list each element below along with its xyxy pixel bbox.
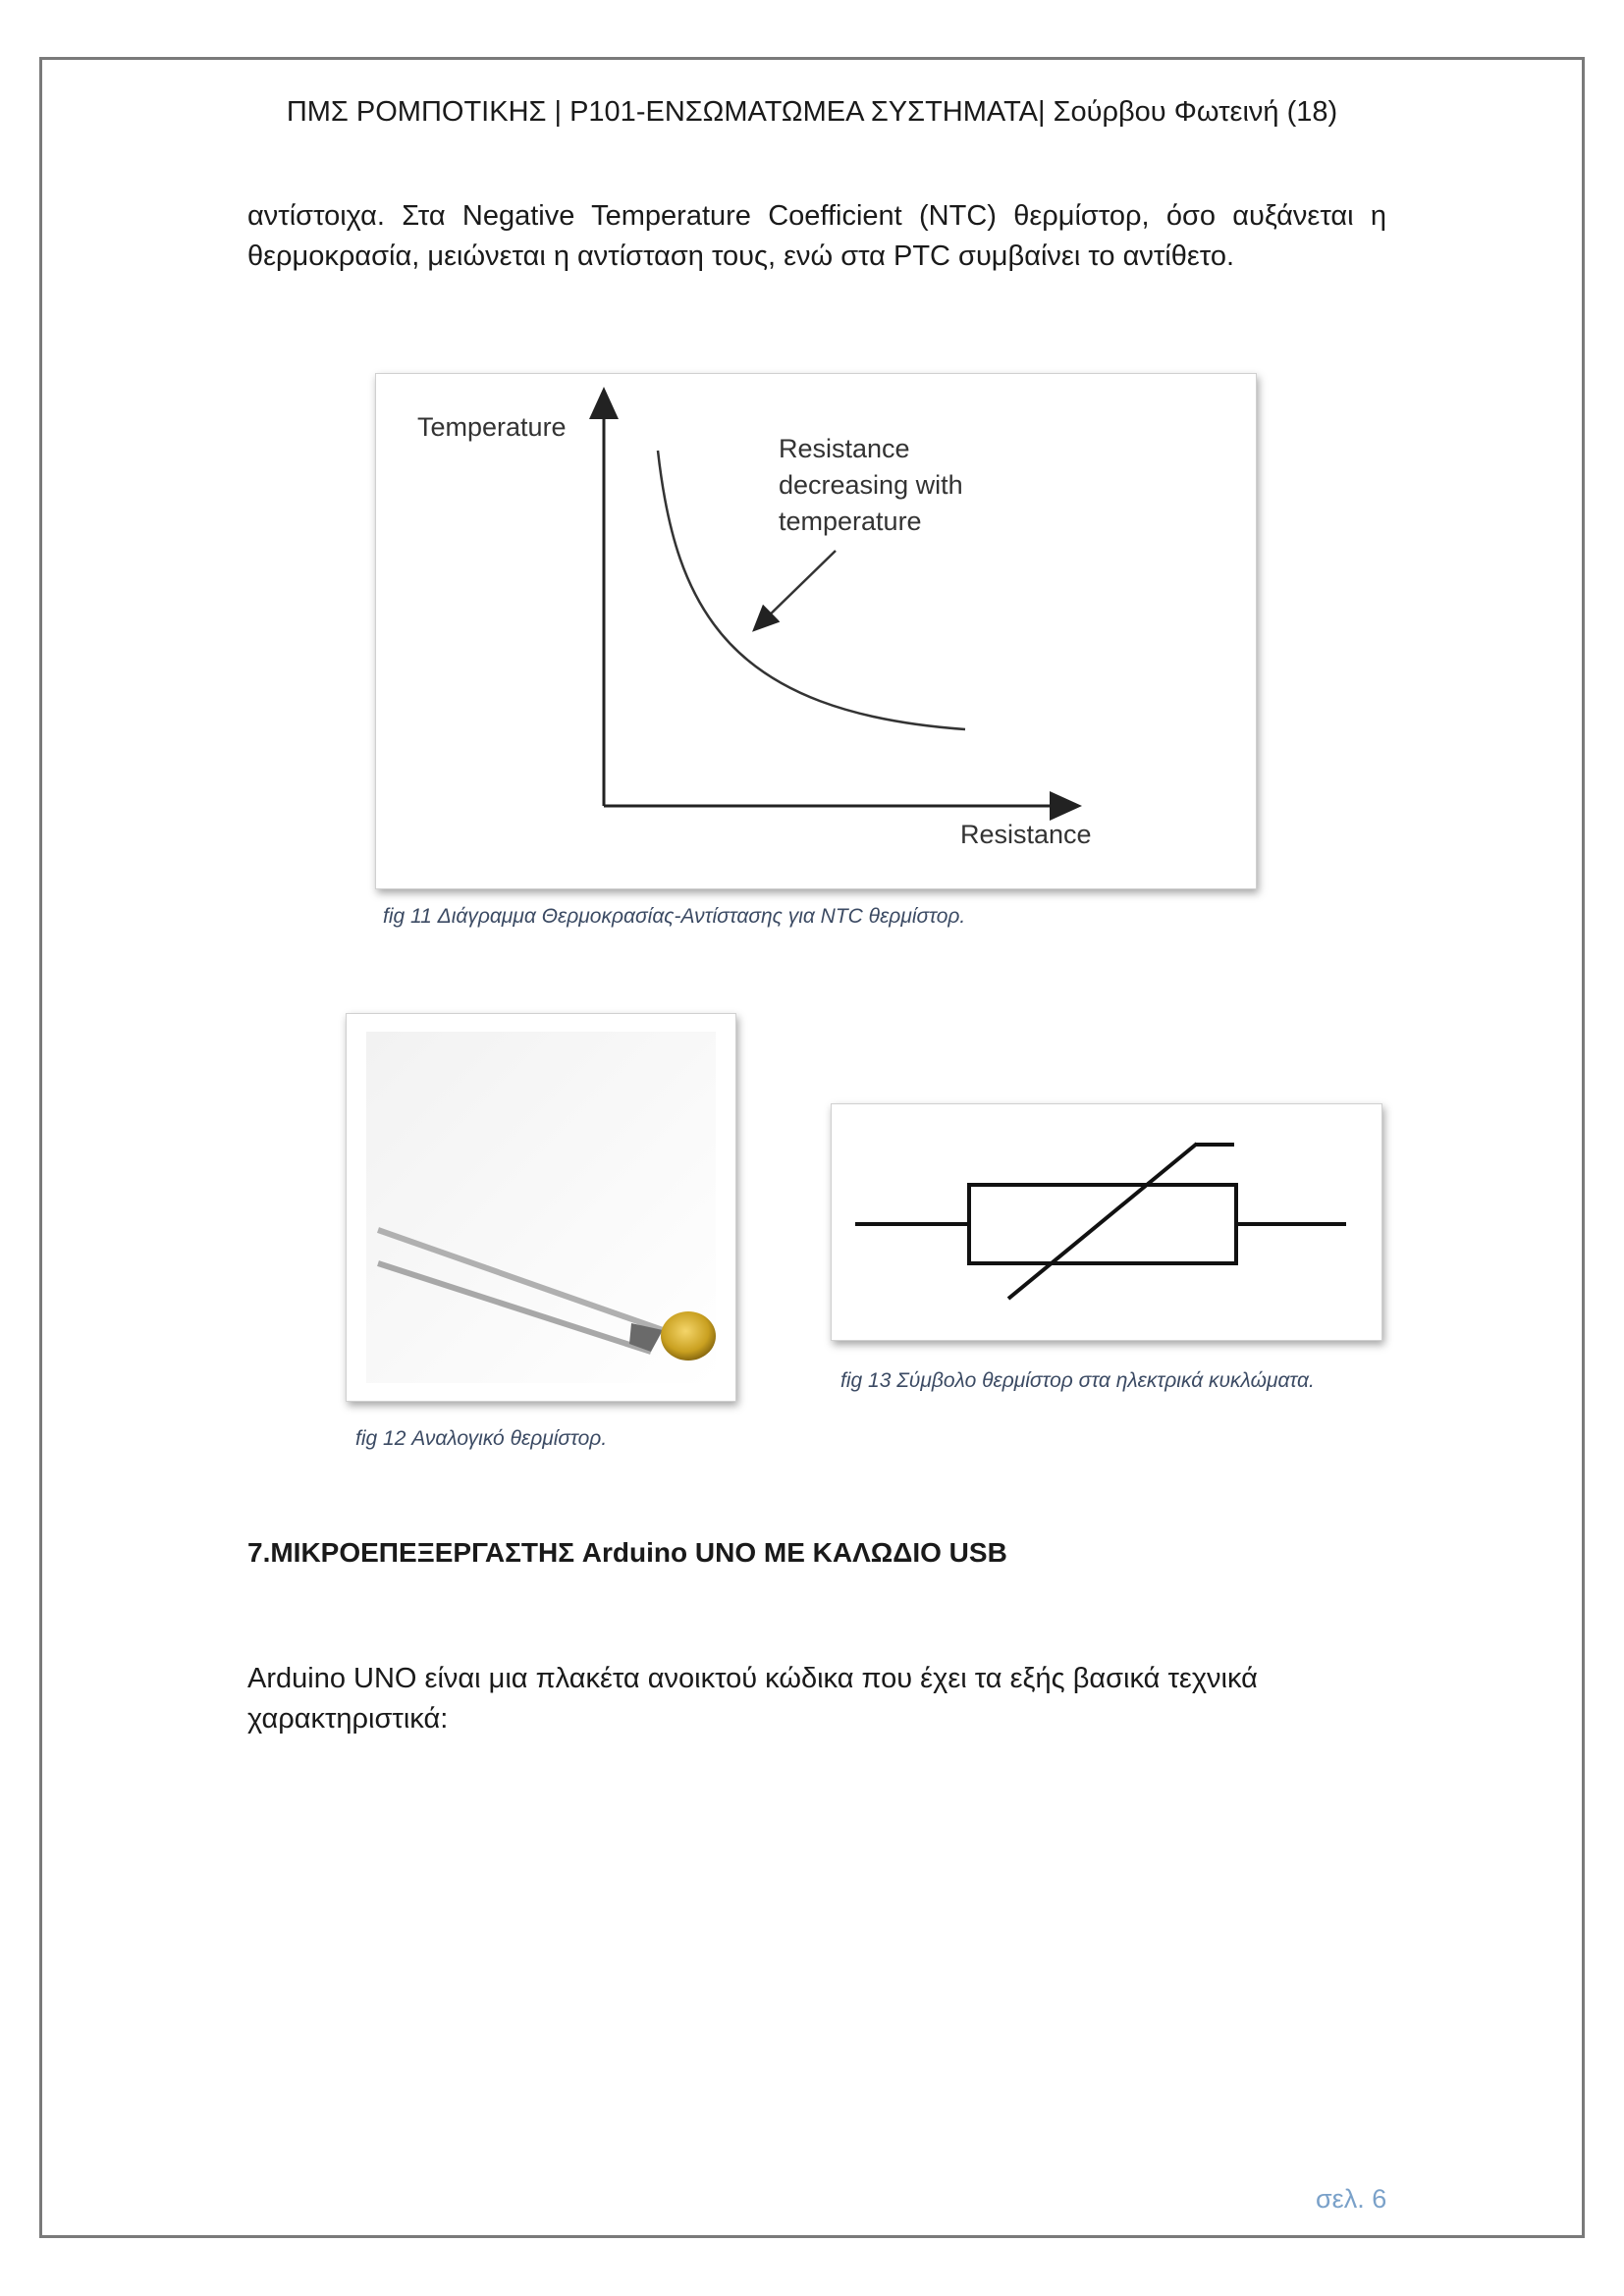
x-axis-label: Resistance [960,820,1092,849]
section-body-line-2: χαρακτηριστικά: [247,1703,449,1735]
page-number: σελ. 6 [1316,2184,1387,2214]
fig11-svg [376,374,1256,888]
intro-line-1: αντίστοιχα. Στα Negative Temperature Coefficient (NTC) θερμίστορ, όσο αυξάνεται η [247,200,1386,232]
fig13-svg [832,1104,1381,1340]
page-header: ΠΜΣ ΡΟΜΠΟΤΙΚΗΣ | Ρ101-ΕΝΣΩΜΑΤΩΜΕΑ ΣΥΣΤΗΜΑΤΑ| Σούρβου Φωτεινή (18) [286,96,1338,128]
y-axis-label: Temperature [417,412,567,442]
fig13-caption: fig 13 Σύμβολο θερμίστορ στα ηλεκτρικά κυκλώματα. [840,1369,1315,1392]
annotation-line-2: decreasing with [779,470,963,500]
thermistor-bead [661,1311,716,1361]
fig12-caption: fig 12 Αναλογικό θερμίστορ. [355,1427,608,1450]
fig11-caption: fig 11 Διάγραμμα Θερμοκρασίας-Αντίστασης για NTC θερμίστορ. [383,905,966,928]
annotation-line-1: Resistance [779,434,910,463]
intro-paragraph [247,196,1386,277]
annotation-arrow [761,551,836,623]
section-body [247,1659,1327,1739]
fig13-symbol [831,1103,1382,1341]
symbol-diagonal [1008,1144,1197,1299]
annotation-line-3: temperature [779,507,922,536]
symbol-resistor-body [969,1185,1236,1263]
section-body-line-1: Arduino UNO είναι μια πλακέτα ανοικτού κώδικα που έχει τα εξής βασικά τεχνικά [247,1663,1258,1694]
fig12-photo [346,1013,736,1402]
section-heading: 7.ΜΙΚΡΟΕΠΕΞΕΡΓΑΣΤΗΣ Arduino UNO ΜΕ ΚΑΛΩΔΙΟ USB [247,1537,1007,1568]
fig11-diagram [375,373,1257,889]
fig12-svg [347,1014,735,1401]
intro-line-2: θερμοκρασία, μειώνεται η αντίσταση τους, ενώ στα PTC συμβαίνει το αντίθετο. [247,240,1235,272]
